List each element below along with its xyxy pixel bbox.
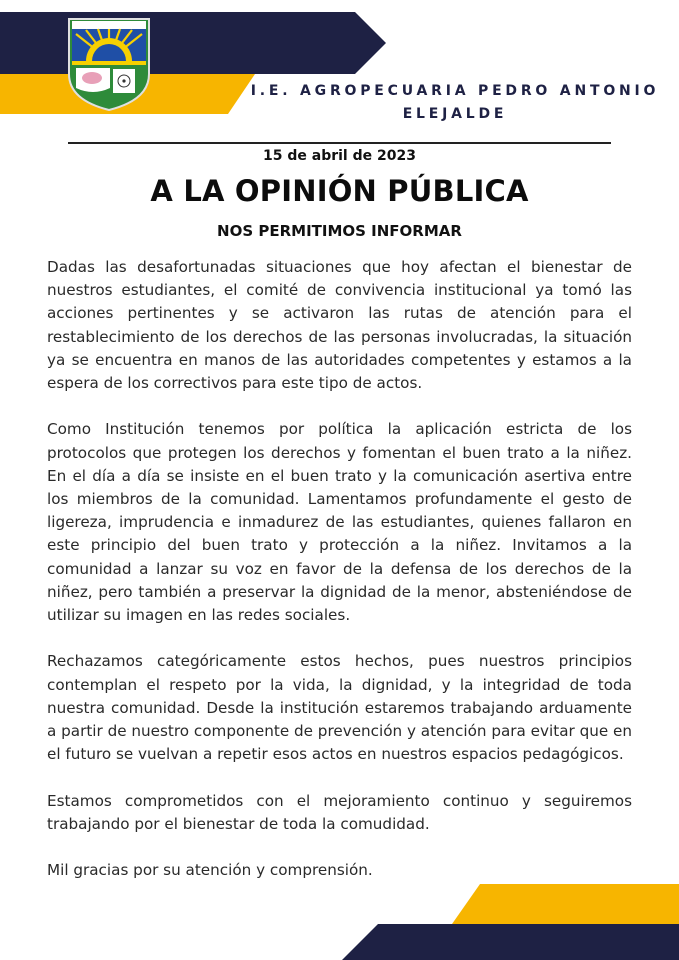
paragraph-1: Dadas las desafortunadas situaciones que hoy afectan el bienestar de nuestros estudiantes, el comité de convivencia institucional ya tomó las acciones pertinentes y se activaron las rutas de atención para el restablecimiento de los derechos de las personas involucradas, la situación ya se encuentra en manos de las autoridades competentes y estamos a la espera de los correctivos para este tipo de actos. (47, 258, 632, 393)
school-crest-icon (66, 16, 152, 112)
paragraph-3: Rechazamos categóricamente estos hechos, pues nuestros principios contemplan el respeto por la vida, la dignidad, y la integridad de toda nuestra comunidad. Desde la institución estaremos trabajando arduamente a partir de nuestro componente de prevención y atención para evitar que en el futuro se vuelvan a repetir esos actos en nuestros espacios pedagógicos. (47, 652, 632, 764)
header-navy-band (0, 12, 386, 74)
paragraph-5: Mil gracias por su atención y comprensión. (47, 861, 373, 880)
paragraph-4: Estamos comprometidos con el mejoramiento continuo y seguiremos trabajando por el bienestar de toda la comudidad. (47, 791, 632, 833)
footer-gold-band (452, 884, 679, 924)
document-title: A LA OPINIÓN PÚBLICA (150, 174, 529, 208)
statement-body (47, 256, 632, 906)
paragraph-2: Como Institución tenemos por política la aplicación estricta de los protocolos que protegen los derechos y fomentan el buen trato a la niñez. En el día a día se insiste en el buen trato y la comunicación asertiva entre los miembros de la comunidad. Lamentamos profundamente el gesto de ligereza, imprudencia e inmadurez de las estudiantes, quienes fallaron en este principio del buen trato y protección a la niñez. Invitamos a la comunidad a lanzar su voz en favor de la defensa de los derechos de la niñez, pero también a preservar la dignidad de la menor, absteniéndose de utilizar su imagen en las redes sociales. (47, 420, 632, 625)
footer-navy-band (342, 924, 679, 960)
document-date: 15 de abril de 2023 (263, 148, 416, 164)
header-divider (68, 142, 611, 144)
school-name: I.E. AGROPECUARIA PEDRO ANTONIO ELEJALDE (250, 83, 660, 122)
document-subtitle: NOS PERMITIMOS INFORMAR (217, 222, 462, 240)
